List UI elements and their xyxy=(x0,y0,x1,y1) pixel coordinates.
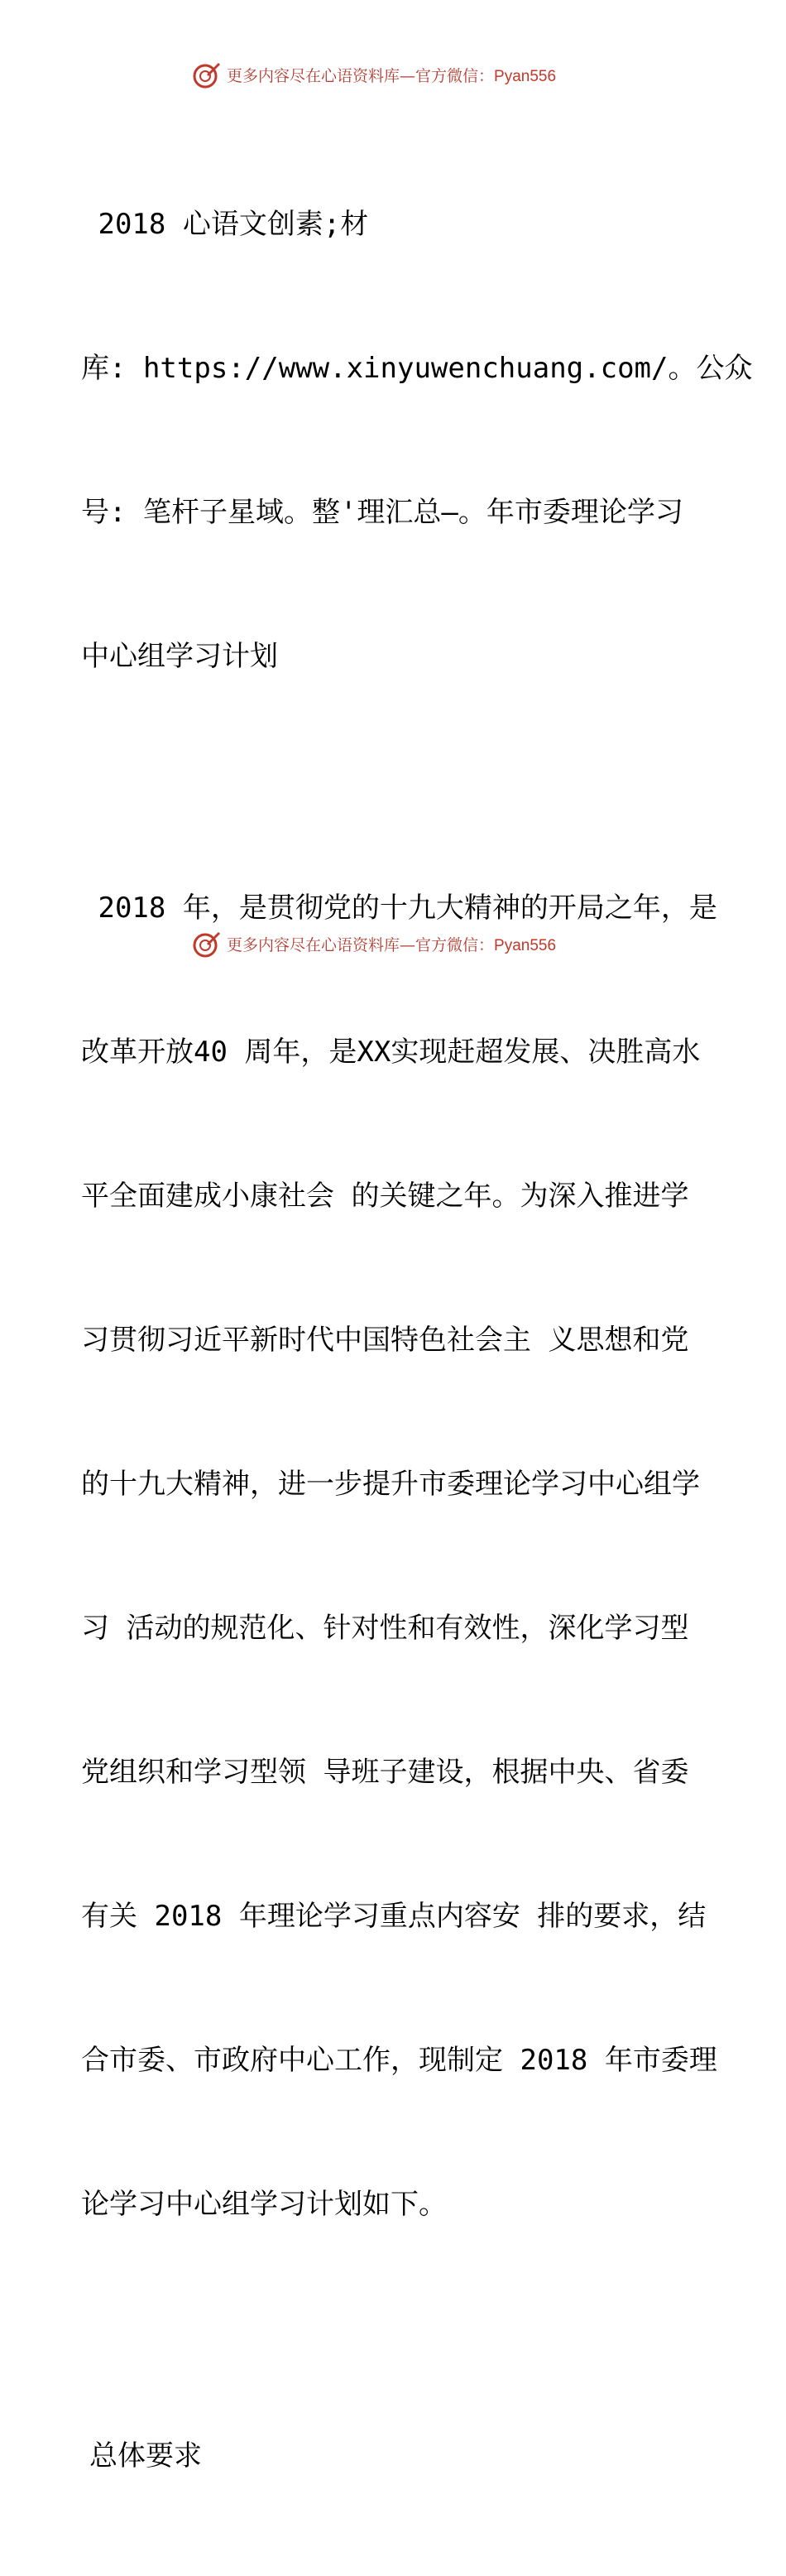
text-line: 2018 心语文创素;材 xyxy=(81,208,369,241)
text-line: 平全面建成小康社会 的关键之年。为深入推进学 xyxy=(81,1180,689,1213)
intro-paragraph xyxy=(81,104,753,776)
text-line: 2018 年，是贯彻党的十九大精神的开局之年，是 xyxy=(81,892,717,925)
text-line: 中心组学习计划 xyxy=(81,640,278,673)
header-watermark xyxy=(192,58,556,91)
text-line: 号: 笔杆子星域。整'理汇总—。年市委理论学习 xyxy=(81,496,683,529)
text-line: 的十九大精神，进一步提升市委理论学习中心组学 xyxy=(81,1468,700,1501)
text-line: 有关 2018 年理论学习重点内容安 排的要求，结 xyxy=(81,1900,707,1933)
watermark-text: 更多内容尽在心语资料库—官方微信：Pyan556 xyxy=(227,935,557,954)
text-line: 合市委、市政府中心工作，现制定 2018 年市委理 xyxy=(81,2044,717,2077)
text-line: 党组织和学习型领 导班子建设，根据中央、省委 xyxy=(81,1756,689,1789)
text-line: 习 活动的规范化、针对性和有效性，深化学习型 xyxy=(81,1612,689,1645)
text-line: 库: https://www.xinyuwenchuang.com/。公众 xyxy=(81,352,753,385)
text-line: 论学习中心组学习计划如下。 xyxy=(81,2188,447,2221)
text-line: 习贯彻习近平新时代中国特色社会主 义思想和党 xyxy=(81,1324,689,1357)
body-paragraph xyxy=(81,788,717,2324)
logo-icon xyxy=(192,60,222,89)
watermark-text: 更多内容尽在心语资料库—官方微信：Pyan556 xyxy=(227,66,557,85)
document-body xyxy=(81,104,753,2576)
section-heading: 总体要求 xyxy=(89,2439,202,2473)
logo-icon xyxy=(192,929,222,959)
footer-watermark xyxy=(192,927,556,960)
text-line: 改革开放40 周年，是XX实现赶超发展、决胜高水 xyxy=(81,1036,701,1069)
